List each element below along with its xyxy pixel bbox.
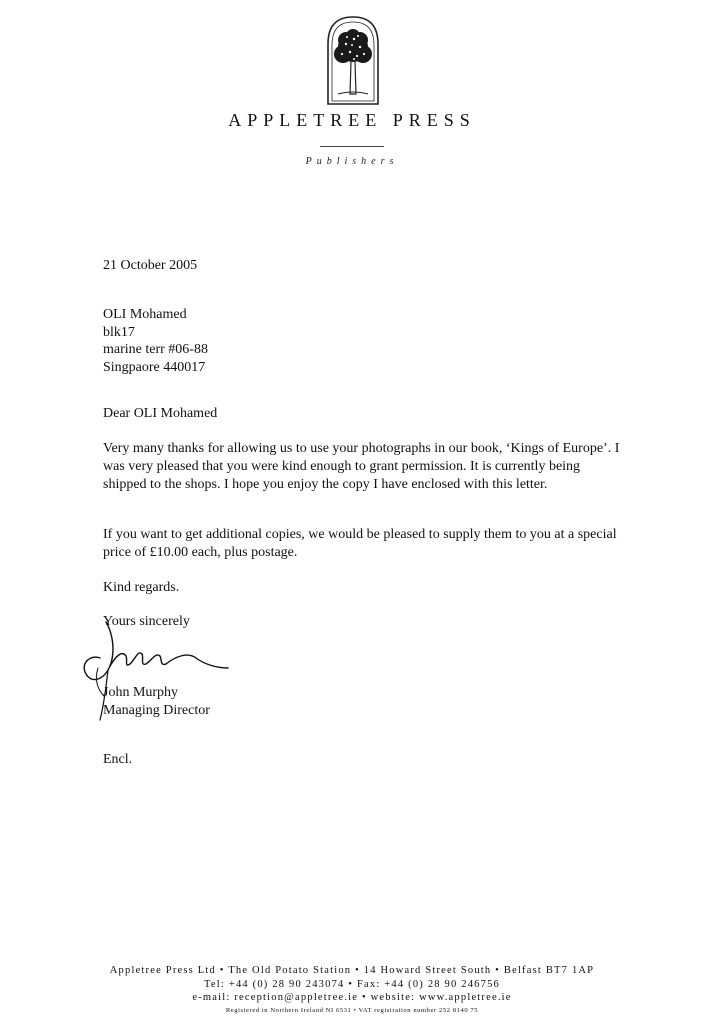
footer-phone-fax: Tel: +44 (0) 28 90 243074 • Fax: +44 (0) 28 90 246756: [204, 979, 500, 990]
footer-email-website: e-mail: reception@appletree.ie • website: www.appletree.ie: [192, 992, 512, 1003]
recipient-address: [103, 306, 208, 376]
enclosure-note: Encl.: [103, 752, 133, 767]
letterhead-divider: [320, 146, 384, 147]
salutation: Dear OLI Mohamed: [103, 406, 218, 421]
address-line-3: Singpaore 440017: [103, 359, 206, 375]
body-paragraph-2: If you want to get additional copies, we would be pleased to supply them to you at a special price of £10.00 each, plus postage.: [103, 527, 617, 560]
signer-title: Managing Director: [103, 703, 210, 718]
letter-date: 21 October 2005: [103, 258, 198, 273]
apple-tree-arch-icon: [324, 14, 382, 106]
footer-registration: Registered in Northern Ireland NI 6531 • VAT registration number 252 8140 75: [225, 1007, 479, 1014]
signer-name: John Murphy: [103, 685, 179, 700]
closing-line: Kind regards.: [103, 580, 180, 595]
address-line-2: marine terr #06-88: [103, 342, 208, 357]
address-line-1: blk17: [103, 324, 135, 340]
recipient-name: OLI Mohamed: [103, 307, 187, 322]
signoff: Yours sincerely: [103, 614, 190, 629]
signer-block: [103, 684, 210, 720]
footer-address: Appletree Press Ltd • The Old Potato Station • 14 Howard Street South • Belfast BT7 1AP: [109, 965, 595, 976]
company-name: APPLETREE PRESS: [228, 110, 476, 130]
company-tagline: Publishers: [305, 156, 399, 167]
body-paragraph-1: Very many thanks for allowing us to use your photographs in our book, ‘Kings of Europe’. I was very pleased that you were kind enough to grant permission. It is currently being shipped to the shops. I hope you enjoy the copy I have enclosed with this letter.: [103, 441, 620, 492]
